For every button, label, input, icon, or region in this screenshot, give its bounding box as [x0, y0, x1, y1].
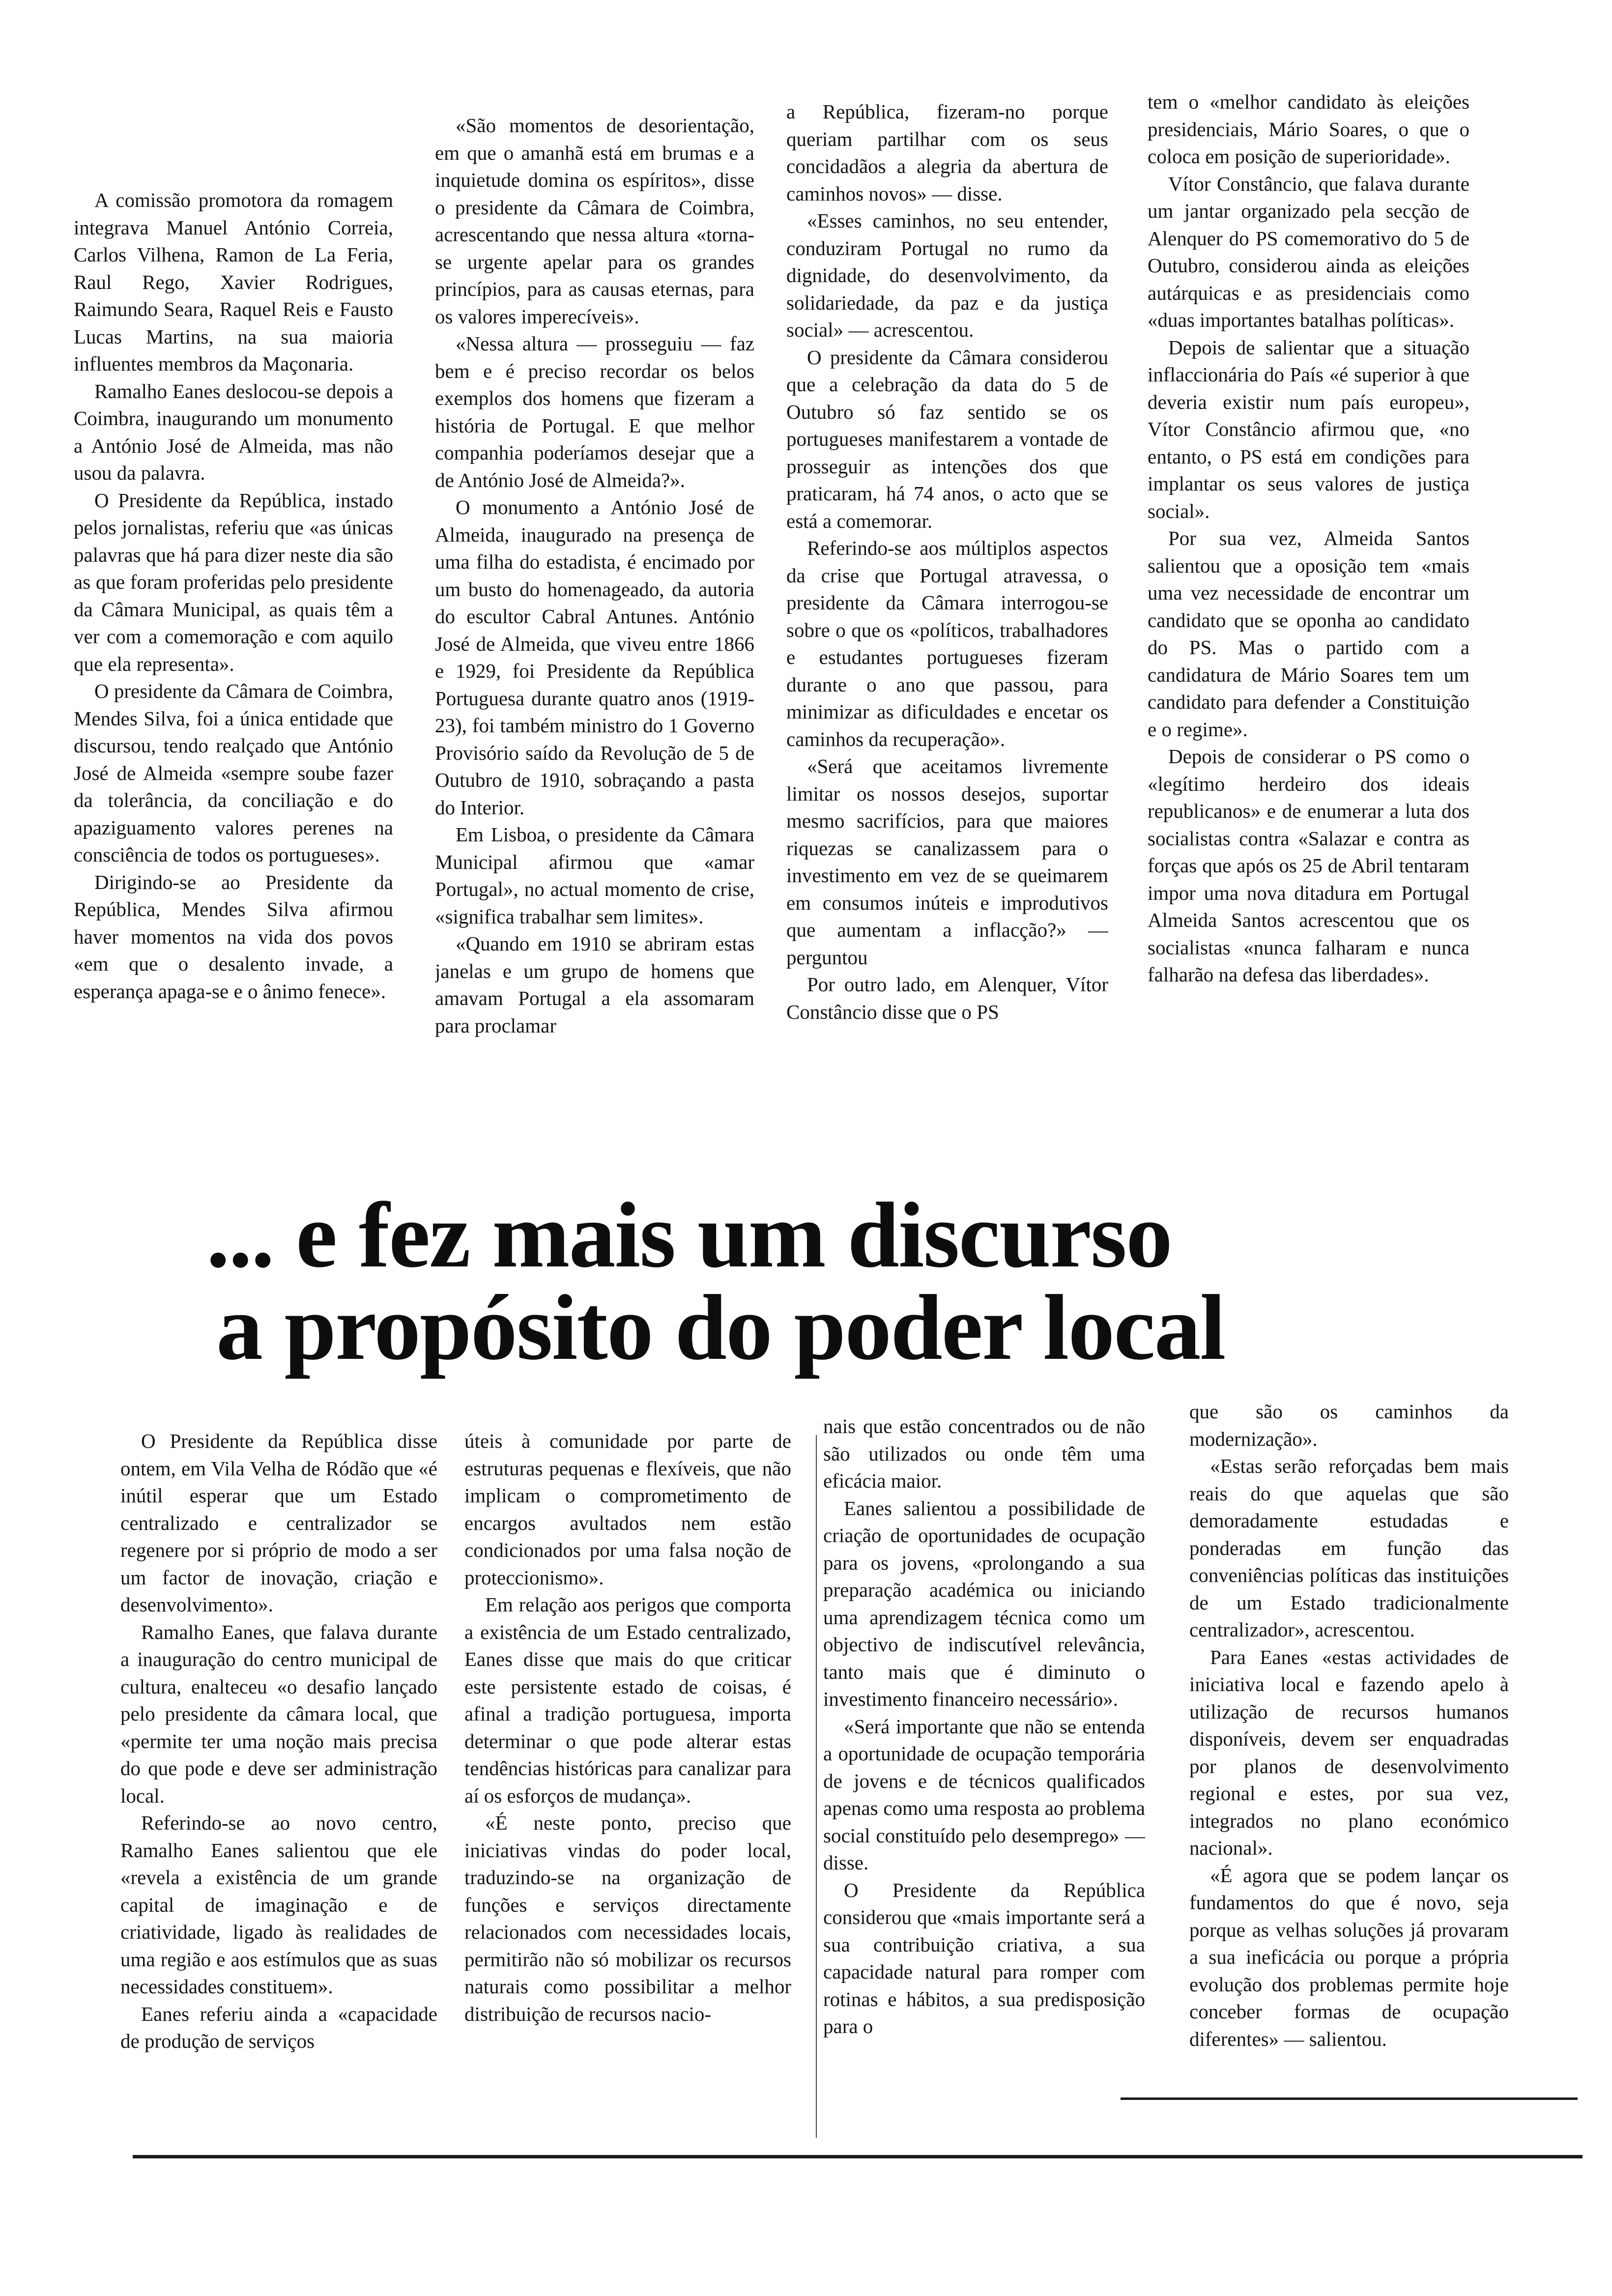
- bottom-column-3: [823, 1413, 1145, 2111]
- paragraph: O Presidente da República considerou que «mais importante será a sua contribuição criativa, a sua capacidade natural para romper com rotinas e hábitos, a sua predisposição para o: [823, 1878, 1145, 2038]
- paragraph: «São momentos de desorientação, em que o amanhã está em brumas e a inquietude domina os espíritos», disse o presidente da Câmara de Coimbra, acrescentando que nessa altura «torna-se urgente apelar para os grandes princípios, para as causas eternas, para os valores imperecíveis».: [435, 114, 754, 328]
- paragraph: nais que estão concentrados ou de não são utilizados ou onde têm uma eficácia maior.: [823, 1415, 1145, 1492]
- paragraph: Por outro lado, em Alenquer, Vítor Constâncio disse que o PS: [786, 973, 1108, 1023]
- paragraph: úteis à comunidade por parte de estruturas pequenas e flexíveis, que não implicam o comprometimento de encargos avultados nem estão condicionados por uma falsa noção de proteccionismo».: [464, 1430, 791, 1589]
- paragraph: Eanes referiu ainda a «capacidade de produção de serviços: [120, 2002, 437, 2052]
- top-column-2: [435, 112, 754, 1183]
- paragraph: O presidente da Câmara considerou que a celebração da data do 5 de Outubro só faz sentido se os portugueses manifestarem a vontade de prosseguir as intenções dos que praticaram, há 74 anos, o acto que se está a comemorar.: [786, 345, 1108, 532]
- bottom-column-1: [120, 1428, 437, 2135]
- bottom-column-2: [464, 1428, 791, 2135]
- bottom-column-4: [1189, 1398, 1509, 2096]
- paragraph: «É agora que se podem lançar os fundamentos do que é novo, seja porque as velhas soluções já provaram a sua ineficácia ou porque a própria evolução dos problemas permite hoje conceber formas de ocupação diferentes» — salientou.: [1189, 1864, 1509, 2050]
- column-divider: [816, 1435, 817, 2138]
- paragraph: Vítor Constâncio, que falava durante um jantar organizado pela secção de Alenquer do PS comemorativo do 5 de Outubro, considerou ainda as eleições autárquicas e as presidenciais como «duas importantes batalhas políticas».: [1148, 172, 1469, 331]
- top-column-1: [74, 187, 393, 1199]
- paragraph: Ramalho Eanes, que falava durante a inauguração do centro municipal de cultura, enalteceu «o desafio lançado pelo presidente da câmara local, que «permite ter uma noção mais precisa do que pode e deve ser administração local.: [120, 1620, 437, 1807]
- headline-line-1: ... e fez mais um discurso: [206, 1184, 1172, 1287]
- paragraph: Referindo-se aos múltiplos aspectos da crise que Portugal atravessa, o presidente da Câmara interrogou-se sobre o que os «políticos, trabalhadores e estudantes portugueses fizeram durante o ano que passou, para minimizar as dificuldades e encetar os caminhos da recuperação».: [786, 537, 1108, 750]
- paragraph: O Presidente da República, instado pelos jornalistas, referiu que «as únicas palavras que há para dizer neste dia são as que foram proferidas pelo presidente da Câmara Municipal, as quais têm a ver com a comemoração e com aquilo que ela representa».: [74, 488, 393, 675]
- paragraph: Depois de salientar que a situação inflaccionária do País «é superior à que deveria existir num país europeu», Vítor Constâncio afirmou que, «no entanto, o PS está em condições para implantar os seus valores de justiça social».: [1148, 336, 1469, 522]
- top-column-3: [786, 98, 1108, 1199]
- paragraph: a República, fizeram-no porque queriam partilhar com os seus concidadãos a alegria da abertura de caminhos novos» — disse.: [786, 100, 1108, 205]
- paragraph: O monumento a António José de Almeida, inaugurado na presença de uma filha do estadista, é encimado por um busto do homenageado, da autoria do escultor Cabral Antunes. António José de Almeida, que viveu entre 1866 e 1929, foi Presidente da República Portuguesa durante quatro anos (1919-23), foi também ministro do 1 Governo Provisório saído da Revolução de 5 de Outubro de 1910, sobraçando a pasta do Interior.: [435, 496, 754, 819]
- paragraph: Dirigindo-se ao Presidente da República, Mendes Silva afirmou haver momentos na vida dos povos «em que o desalento invade, a esperança apaga-se e o ânimo fenece».: [74, 870, 393, 1003]
- paragraph: Depois de considerar o PS como o «legítimo herdeiro dos ideais republicanos» e de enumerar a luta dos socialistas contra «Salazar e contra as forças que após os 25 de Abril tentaram impor uma nova ditadura em Portugal Almeida Santos acrescentou que os socialistas «nunca falharam e nunca falharão na defesa das liberdades».: [1148, 745, 1469, 986]
- paragraph: Eanes salientou a possibilidade de criação de oportunidades de ocupação para os jovens, «prolongando a sua preparação académica ou iniciando uma aprendizagem técnica como um objectivo de indiscutível relevância, tanto mais que é diminuto o investimento financeiro necessário».: [823, 1496, 1145, 1710]
- paragraph: Por sua vez, Almeida Santos salientou que a oposição tem «mais uma vez necessidade de encontrar um candidato que se oponha ao candidato do PS. Mas o partido com a candidatura de Mário Soares tem um candidato para defender a Constituição e o regime».: [1148, 527, 1469, 741]
- paragraph: «Será que aceitamos livremente limitar os nossos desejos, suportar mesmo sacrifícios, para que maiores riquezas se canalizassem para o investimento em vez de se queimarem em consumos inúteis e improdutivos que aumentam a inflacção?» — perguntou: [786, 755, 1108, 969]
- paragraph: Ramalho Eanes deslocou-se depois a Coimbra, inaugurando um monumento a António José de Almeida, mas não usou da palavra.: [74, 379, 393, 484]
- paragraph: tem o «melhor candidato às eleições presidenciais, Mário Soares, o que o coloca em posição de superioridade».: [1148, 90, 1469, 168]
- paragraph: «Estas serão reforçadas bem mais reais do que aquelas que são demoradamente estudadas e ponderadas em função das conveniências políticas das instituições de um Estado tradicionalmente centralizador», acrescentou.: [1189, 1455, 1509, 1641]
- paragraph: «Nessa altura — prosseguiu — faz bem e é preciso recordar os belos exemplos dos homens que fizeram a história de Portugal. E que melhor companhia poderíamos desejar que a de António José de Almeida?».: [435, 332, 754, 491]
- paragraph: «Esses caminhos, no seu entender, conduziram Portugal no rumo da dignidade, do desenvolvimento, da solidariedade, da paz e da justiça social» — acrescentou.: [786, 209, 1108, 341]
- paragraph: que são os caminhos da modernização».: [1189, 1400, 1509, 1450]
- top-column-4: [1148, 88, 1469, 1184]
- paragraph: A comissão promotora da romagem integrava Manuel António Correia, Carlos Vilhena, Ramon de La Feria, Raul Rego, Xavier Rodrigues, Raimundo Seara, Raquel Reis e Fausto Lucas Martins, na sua maioria influentes membros da Maçonaria.: [74, 189, 393, 375]
- paragraph: Em Lisboa, o presidente da Câmara Municipal afirmou que «amar Portugal», no actual momento de crise, «significa trabalhar sem limites».: [435, 823, 754, 928]
- article-headline: [206, 1184, 1484, 1379]
- paragraph: O presidente da Câmara de Coimbra, Mendes Silva, foi a única entidade que discursou, tendo realçado que António José de Almeida «sempre soube fazer da tolerância, da conciliação e do apaziguamento valores perenes na consciência de todos os portugueses».: [74, 680, 393, 866]
- column-end-rule: [1121, 2097, 1578, 2100]
- paragraph: «É neste ponto, preciso que iniciativas vindas do poder local, traduzindo-se na organização de funções e serviços directamente relacionados com necessidades locais, permitirão não só mobilizar os recursos naturais como possibilitar a melhor distribuição de recursos nacio-: [464, 1811, 791, 2025]
- paragraph: «Será importante que não se entenda a oportunidade de ocupação temporária de jovens e de técnicos qualificados apenas como uma resposta ao problema social constituído pelo desemprego» — disse.: [823, 1715, 1145, 1874]
- paragraph: Para Eanes «estas actividades de iniciativa local e fazendo apelo à utilização de recursos humanos disponíveis, devem ser enquadradas por planos de desenvolvimento regional e estes, por sua vez, integrados no plano económico nacional».: [1189, 1645, 1509, 1859]
- article-bottom-rule: [133, 2155, 1583, 2158]
- paragraph: Em relação aos perigos que comporta a existência de um Estado centralizado, Eanes disse que mais do que criticar este persistente estado de coisas, é afinal a tradição portuguesa, importa determinar o que pode alterar estas tendências históricas para canalizar para aí os esforços de mudança».: [464, 1593, 791, 1807]
- paragraph: «Quando em 1910 se abriram estas janelas e um grupo de homens que amavam Portugal a ela assomaram para proclamar: [435, 932, 754, 1037]
- paragraph: O Presidente da República disse ontem, em Vila Velha de Ródão que «é inútil esperar que um Estado centralizado e centralizador se regenere por si próprio de modo a ser um factor de inovação, criação e desenvolvimento».: [120, 1430, 437, 1616]
- headline-line-2: a propósito do poder local: [216, 1276, 1225, 1379]
- paragraph: Referindo-se ao novo centro, Ramalho Eanes salientou que ele «revela a existência de um grande capital de imaginação e de criatividade, ligado às realidades de uma região e aos estímulos que as suas necessidades constituem».: [120, 1811, 437, 1998]
